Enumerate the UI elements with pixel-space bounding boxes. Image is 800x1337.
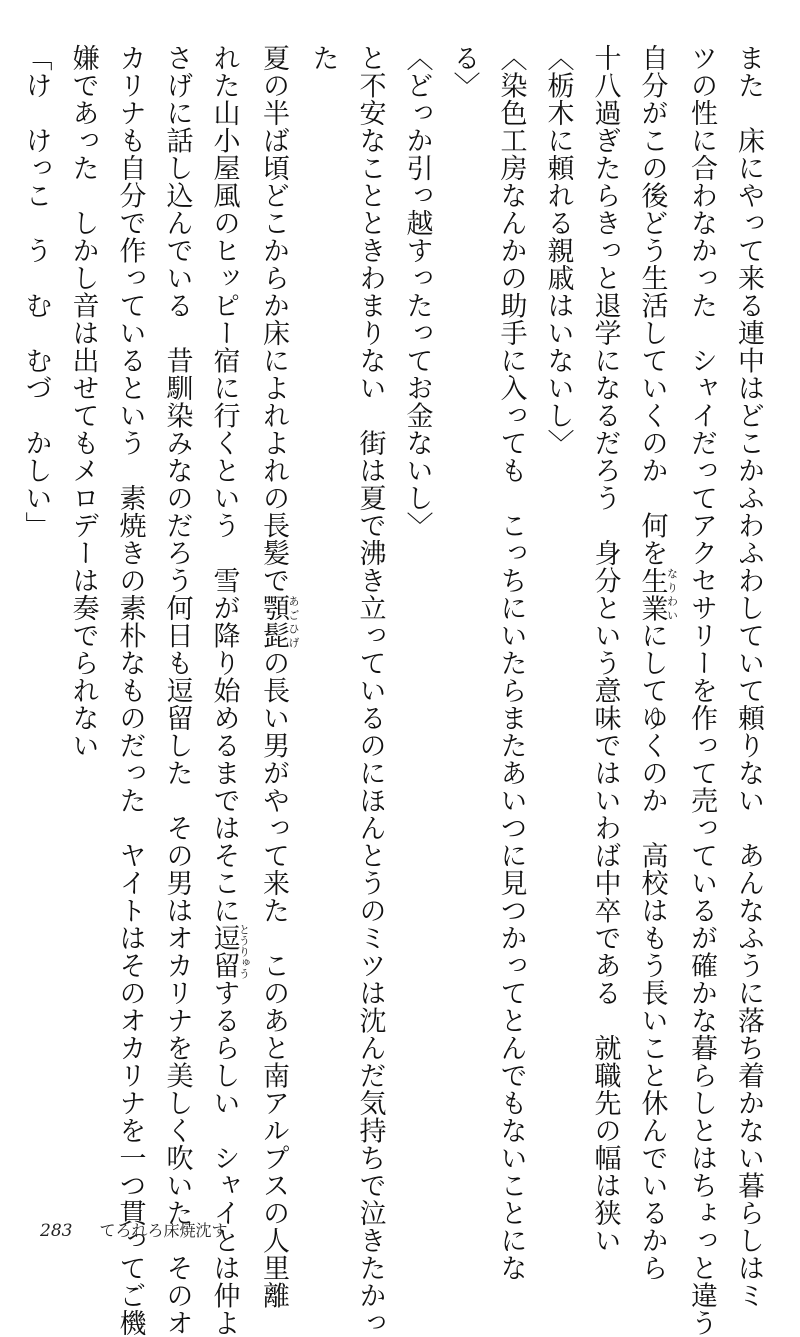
- text-line-13: さげに話し込んでいる 昔馴染みなのだろう何日も逗留した その男はオカリナを美しく吹いた そのオ: [161, 44, 193, 1337]
- text-line-8: 〈どっか引っ越すったってお金ないし〉: [401, 44, 433, 539]
- text-line-3-start: 自分がこの後どう生活していくのか 何を: [636, 44, 668, 567]
- ruby-agohige-reading: あごひげ: [287, 594, 300, 649]
- text-line-12-end: するらしい シャイとは仲よ: [208, 979, 240, 1337]
- text-line-11-end: の長い男がやって来た このあと南アルプスの人里離: [258, 649, 289, 1309]
- text-line-6: 〈染色工房なんかの助手に入っても こっちにいたらまたあいつに見つかってとんでもないことにな: [495, 44, 527, 1282]
- ruby-agohige-base: 顎髭: [258, 594, 289, 649]
- running-title: てろれろ床焼沈す: [99, 1221, 228, 1240]
- text-line-3-end: にしてゆくのか 高校はもう長いこと休んでいるから: [636, 621, 668, 1282]
- text-line-15: 嫌であった しかし音は出せてもメロデーは奏でられない: [67, 44, 99, 759]
- text-line-7: る〉: [448, 44, 480, 99]
- text-line-5: 〈栃木に頼れる親戚はいないし〉: [542, 44, 574, 457]
- text-line-14: カリナも自分で作っているという 素焼きの素朴なものだった ヤイトはそのオカリナを一つ貫ってご機: [114, 44, 146, 1337]
- text-line-10: た: [307, 44, 339, 72]
- text-line-3: [629, 44, 679, 1282]
- text-line-11: [250, 44, 300, 1309]
- ruby-touryuu-reading: とうりゅう: [237, 924, 251, 979]
- text-line-12: [201, 44, 251, 1337]
- text-line-2: ツの性に合わなかった シャイだってアクセサリーを作って売っているが確かな暮らしとはちょっと違う: [686, 44, 717, 1337]
- text-line-11-start: 夏の半ば頃どこからか床によれよれの長髪で: [258, 44, 289, 594]
- ruby-nariwai-reading: なりわい: [665, 566, 679, 622]
- text-line-9: と不安なことときわまりない 街は夏で沸き立っているのにほんとうのミツは沈んだ気持ちで泣きたかっ: [354, 44, 386, 1337]
- ruby-nariwai-base: 生業: [636, 566, 668, 622]
- ruby-touryuu-base: 逗留: [208, 924, 240, 979]
- page-footer: [40, 1218, 228, 1241]
- text-line-1: また 床にやって来る連中はどこかふわふわしていて頼りない あんなふうに落ち着かない暮らしはミ: [733, 44, 764, 1309]
- ruby-touryuu: [208, 924, 251, 979]
- page-number: 283: [40, 1221, 73, 1241]
- ruby-nariwai: [636, 566, 679, 622]
- ruby-agohige: [258, 594, 300, 649]
- text-line-4: 十八過ぎたらきっと退学になるだろう 身分という意味ではいわば中卒である 就職先の幅は狭い: [589, 44, 621, 1254]
- text-line-16: 「け けっこ う む むづ かしい」: [20, 44, 52, 539]
- text-line-12-start: れた山小屋風のヒッピー宿に行くという 雪が降り始めるまではそこに: [208, 44, 240, 924]
